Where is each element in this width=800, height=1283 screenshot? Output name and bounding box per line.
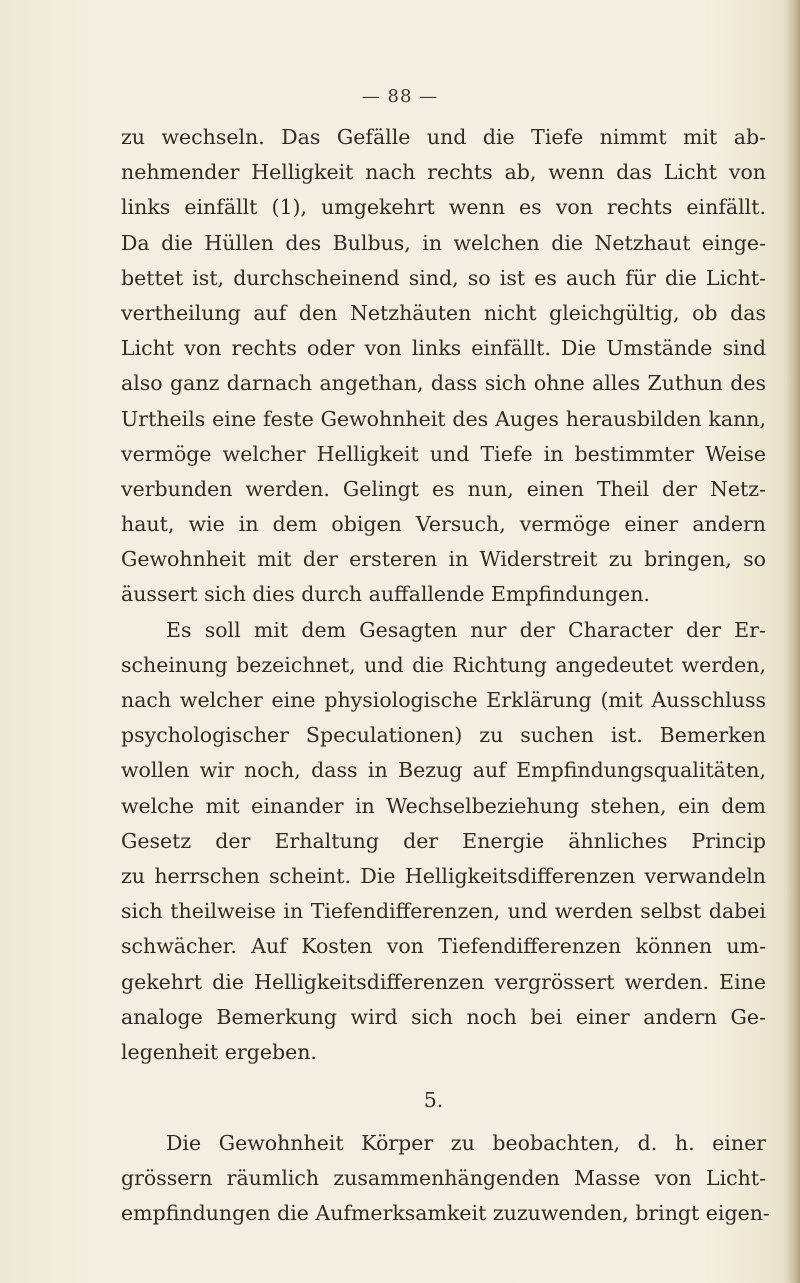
text-line: zu wechseln. Das Gefälle und die Tiefe nimmt mit ab- — [121, 125, 766, 149]
text-line: sich theilweise in Tiefendifferenzen, und werden selbst dabei — [121, 899, 766, 924]
text-line: analoge Bemerkung wird sich noch bei einer andern Ge- — [121, 1004, 766, 1029]
text-line: schwächer. Auf Kosten von Tiefendifferenzen können um- — [121, 934, 766, 959]
text-line: scheinung bezeichnet, und die Richtung angedeutet werden, — [121, 652, 766, 677]
text-line: Da die Hüllen des Bulbus, in welchen die Netzhaut einge- — [121, 230, 766, 255]
text-line: vermöge welcher Helligkeit und Tiefe in bestimmter Weise — [121, 441, 766, 466]
text-line: nach welcher eine physiologische Erklärung (mit Ausschluss — [121, 688, 766, 712]
text-line: Urtheils eine feste Gewohnheit des Auges herausbilden kann, — [121, 406, 766, 431]
text-line: links einfällt (1), umgekehrt wenn es von rechts einfällt. — [121, 195, 766, 220]
page-number: — 88 — — [361, 86, 439, 107]
text-line: psychologischer Speculationen) zu suchen ist. Bemerken — [121, 723, 766, 748]
text-line: Es soll mit dem Gesagten nur der Character der Er- — [166, 617, 766, 642]
text-line: grössern räumlich zusammenhängenden Masse von Licht- — [121, 1166, 766, 1191]
section-number: 5. — [423, 1088, 444, 1113]
text-line: bettet ist, durchscheinend sind, so ist es auch für die Licht- — [121, 265, 766, 290]
body-text — [121, 120, 770, 1232]
text-line: gekehrt die Helligkeitsdifferenzen vergrössert werden. Eine — [121, 969, 766, 994]
text-line: nehmender Helligkeit nach rechts ab, wenn das Licht von — [121, 160, 766, 185]
text-line: verbunden werden. Gelingt es nun, einen Theil der Netz- — [121, 476, 766, 501]
text-line: also ganz darnach angethan, dass sich ohne alles Zuthun des — [121, 371, 766, 396]
text-line: welche mit einander in Wechselbeziehung stehen, ein dem — [121, 793, 766, 818]
text-line: wollen wir noch, dass in Bezug auf Empfindungsqualitäten, — [121, 758, 766, 783]
text-line: legenheit ergeben. — [121, 1039, 317, 1064]
page-edge-shadow — [786, 0, 800, 1283]
text-line: Licht von rechts oder von links einfällt. Die Umstände sind — [121, 336, 766, 361]
text-line: Die Gewohnheit Körper zu beobachten, d. h. einer — [166, 1131, 766, 1156]
text-line: Gewohnheit mit der ersteren in Widerstreit zu bringen, so — [121, 547, 766, 572]
text-line: haut, wie in dem obigen Versuch, vermöge einer andern — [121, 512, 766, 537]
text-line: zu herrschen scheint. Die Helligkeitsdifferenzen verwandeln — [121, 863, 766, 888]
text-line: empfindungen die Aufmerksamkeit zuzuwenden, bringt eigen- — [121, 1201, 770, 1226]
text-line: äussert sich dies durch auffallende Empfindungen. — [121, 582, 650, 607]
text-line: Gesetz der Erhaltung der Energie ähnliches Princip — [121, 828, 766, 853]
text-line: vertheilung auf den Netzhäuten nicht gleichgültig, ob das — [121, 300, 766, 325]
